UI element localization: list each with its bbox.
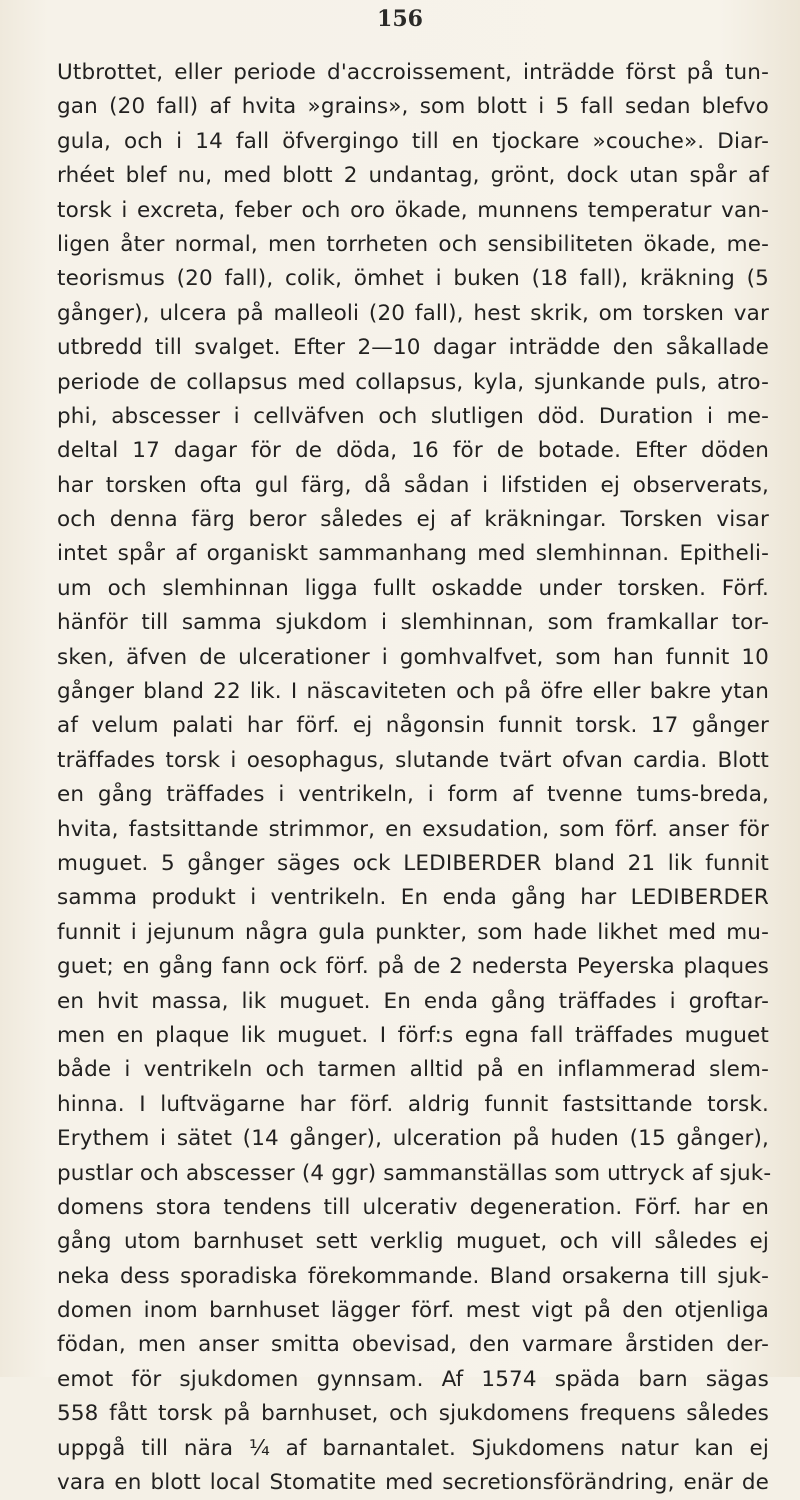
text-line: träffades torsk i oesophagus, slutande tvärt ofvan cardia. Blott: [57, 747, 769, 773]
text-line: gan (20 fall) af hvita »grains», som blott i 5 fall sedan blefvo: [57, 94, 769, 120]
text-line: gånger), ulcera på malleoli (20 fall), hest skrik, om torsken var: [57, 300, 769, 326]
text-line: pustlar och abscesser (4 ggr) sammanställas som uttryck af sjuk-: [57, 1160, 772, 1186]
text-line: phi, abscesser i cellväfven och slutligen död. Duration i me-: [57, 403, 769, 429]
text-line: samma produkt i ventrikeln. En enda gång har LEDIBERDER: [57, 885, 769, 911]
text-line: 558 fått torsk på barnhuset, och sjukdomens frequens således: [57, 1401, 769, 1427]
text-line: Erythem i sätet (14 gånger), ulceration på huden (15 gånger),: [57, 1126, 769, 1152]
text-line: hinna. I luftvägarne har förf. aldrig funnit fastsittande torsk.: [57, 1091, 769, 1117]
text-line: neka dess sporadiska förekommande. Bland orsakerna till sjuk-: [57, 1263, 769, 1289]
body-text: [57, 56, 772, 1500]
text-line: um och slemhinnan ligga fullt oskadde under torsken. Förf.: [57, 575, 769, 601]
text-line: ligen åter normal, men torrheten och sensibiliteten ökade, me-: [57, 231, 769, 257]
text-line: födan, men anser smitta obevisad, den varmare årstiden der-: [57, 1332, 769, 1358]
text-line: både i ventrikeln och tarmen alltid på en inflammerad slem-: [57, 1057, 769, 1083]
text-line: gång utom barnhuset sett verklig muguet, och vill således ej: [57, 1229, 769, 1255]
text-line: rhéet blef nu, med blott 2 undantag, grönt, dock utan spår af: [57, 163, 769, 189]
text-line: utbredd till svalget. Efter 2—10 dagar inträdde den såkallade: [57, 335, 769, 361]
text-line: periode de collapsus med collapsus, kyla, sjunkande puls, atro-: [57, 369, 769, 395]
text-line: torsk i excreta, feber och oro ökade, munnens temperatur van-: [57, 197, 769, 223]
text-line: af velum palati har förf. ej någonsin funnit torsk. 17 gånger: [57, 713, 769, 739]
text-line: teorismus (20 fall), colik, ömhet i buken (18 fall), kräkning (5: [57, 266, 769, 292]
text-line: men en plaque lik muguet. I förf:s egna fall träffades muguet: [57, 1022, 769, 1048]
text-line: muguet. 5 gånger säges ock LEDIBERDER bland 21 lik funnit: [57, 850, 769, 876]
text-line: emot för sjukdomen gynnsam. Af 1574 späda barn sägas: [57, 1366, 769, 1392]
text-line: domens stora tendens till ulcerativ degeneration. Förf. har en: [57, 1194, 769, 1220]
text-line: funnit i jejunum några gula punkter, som hade likhet med mu-: [57, 919, 769, 945]
text-line: deltal 17 dagar för de döda, 16 för de botade. Efter döden: [57, 438, 769, 464]
text-line: intet spår af organiskt sammanhang med slemhinnan. Epitheli-: [57, 541, 769, 567]
text-line: domen inom barnhuset lägger förf. mest vigt på den otjenliga: [57, 1298, 769, 1324]
text-line: och denna färg beror således ej af kräkningar. Torsken visar: [57, 507, 769, 533]
text-line: en gång träffades i ventrikeln, i form af tvenne tums-breda,: [57, 782, 769, 808]
text-line: sken, äfven de ulcerationer i gomhvalfvet, som han funnit 10: [57, 644, 769, 670]
text-line: har torsken ofta gul färg, då sådan i lifstiden ej observerats,: [57, 472, 769, 498]
text-line: hvita, fastsittande strimmor, en exsudation, som förf. anser för: [57, 816, 769, 842]
text-line: gånger bland 22 lik. I näscaviteten och på öfre eller bakre ytan: [57, 679, 769, 705]
text-line: gula, och i 14 fall öfvergingo till en tjockare »couche». Diar-: [57, 128, 769, 154]
text-line: guet; en gång fann ock förf. på de 2 nedersta Peyerska plaques: [57, 954, 769, 980]
text-line: en hvit massa, lik muguet. En enda gång träffades i groftar-: [57, 988, 769, 1014]
text-line: Utbrottet, eller periode d'accroissement, inträdde först på tun-: [57, 60, 769, 85]
text-line: uppgå till nära ¼ af barnantalet. Sjukdomens natur kan ej: [57, 1435, 769, 1461]
text-line: hänför till samma sjukdom i slemhinnan, som framkallar tor-: [57, 610, 769, 636]
text-line: vara en blott local Stomatite med secretionsförändring, enär de: [57, 1470, 769, 1496]
page-number: 156: [377, 6, 423, 32]
